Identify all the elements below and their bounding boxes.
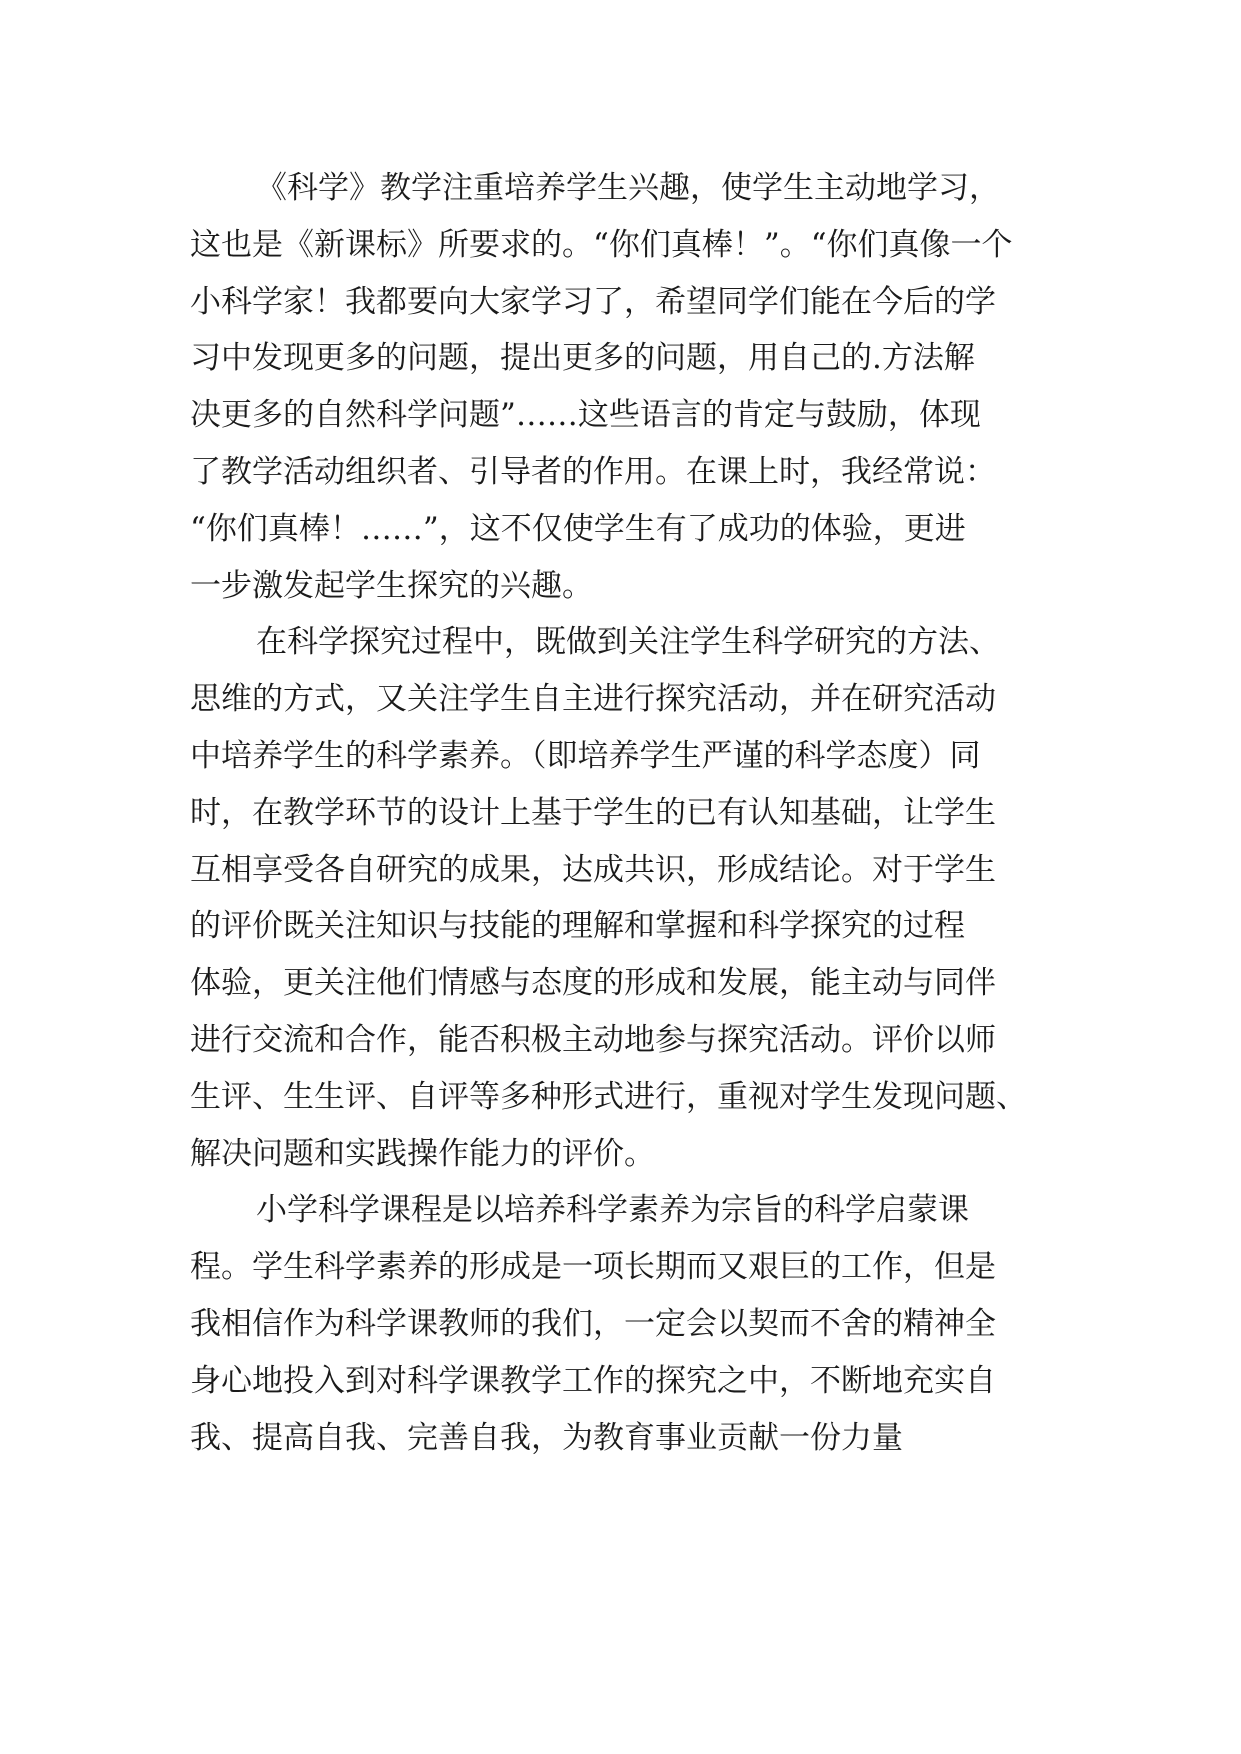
- paragraph-line: 决更多的自然科学问题”……这些语言的肯定与鼓励，体现: [190, 397, 981, 434]
- paragraph-line: 小科学家！我都要向大家学习了，希望同学们能在今后的学: [190, 283, 996, 320]
- paragraph-line: 互相享受各自研究的成果，达成共识，形成结论。对于学生: [190, 851, 996, 888]
- paragraph-line: 进行交流和合作，能否积极主动地参与探究活动。评价以师: [190, 1021, 996, 1058]
- paragraph-2: [190, 614, 1050, 1182]
- paragraph-line: 体验，更关注他们情感与态度的形成和发展，能主动与同伴: [190, 965, 996, 1002]
- paragraph-line: 习中发现更多的问题，提出更多的问题，用自己的.方法解: [190, 340, 975, 377]
- paragraph-line: 解决问题和实践操作能力的评价。: [190, 1135, 655, 1172]
- paragraph-line: 一步激发起学生探究的兴趣。: [190, 567, 593, 604]
- paragraph-line: 中培养学生的科学素养。（即培养学生严谨的科学态度）同: [190, 737, 981, 774]
- paragraph-line: 在科学探究过程中，既做到关注学生科学研究的方法、: [256, 624, 1000, 661]
- paragraph-line: 这也是《新课标》所要求的。“你们真棒！”。“你们真像一个: [190, 226, 1013, 263]
- paragraph-3: [190, 1182, 1050, 1466]
- paragraph-line: 身心地投入到对科学课教学工作的探究之中，不断地充实自: [190, 1362, 996, 1399]
- paragraph-1: [190, 160, 1050, 614]
- paragraph-line: 思维的方式，又关注学生自主进行探究活动，并在研究活动: [190, 681, 996, 718]
- paragraph-line: 时，在教学环节的设计上基于学生的已有认知基础，让学生: [190, 794, 996, 831]
- paragraph-line: 《科学》教学注重培养学生兴趣，使学生主动地学习，: [256, 170, 1000, 206]
- paragraph-line: 我、提高自我、完善自我，为教育事业贡献一份力量: [190, 1419, 903, 1456]
- paragraph-line: 的评价既关注知识与技能的理解和掌握和科学探究的过程: [190, 908, 965, 945]
- document-body: [190, 160, 1050, 1466]
- paragraph-line: 了教学活动组织者、引导者的作用。在课上时，我经常说：: [190, 453, 996, 490]
- paragraph-line: 生评、生生评、自评等多种形式进行，重视对学生发现问题、: [190, 1078, 1027, 1115]
- paragraph-line: “你们真棒！……”，这不仅使学生有了成功的体验，更进: [190, 510, 966, 547]
- paragraph-line: 我相信作为科学课教师的我们，一定会以契而不舍的精神全: [190, 1305, 996, 1342]
- paragraph-line: 小学科学课程是以培养科学素养为宗旨的科学启蒙课: [256, 1192, 969, 1229]
- paragraph-line: 程。学生科学素养的形成是一项长期而又艰巨的工作，但是: [190, 1249, 996, 1286]
